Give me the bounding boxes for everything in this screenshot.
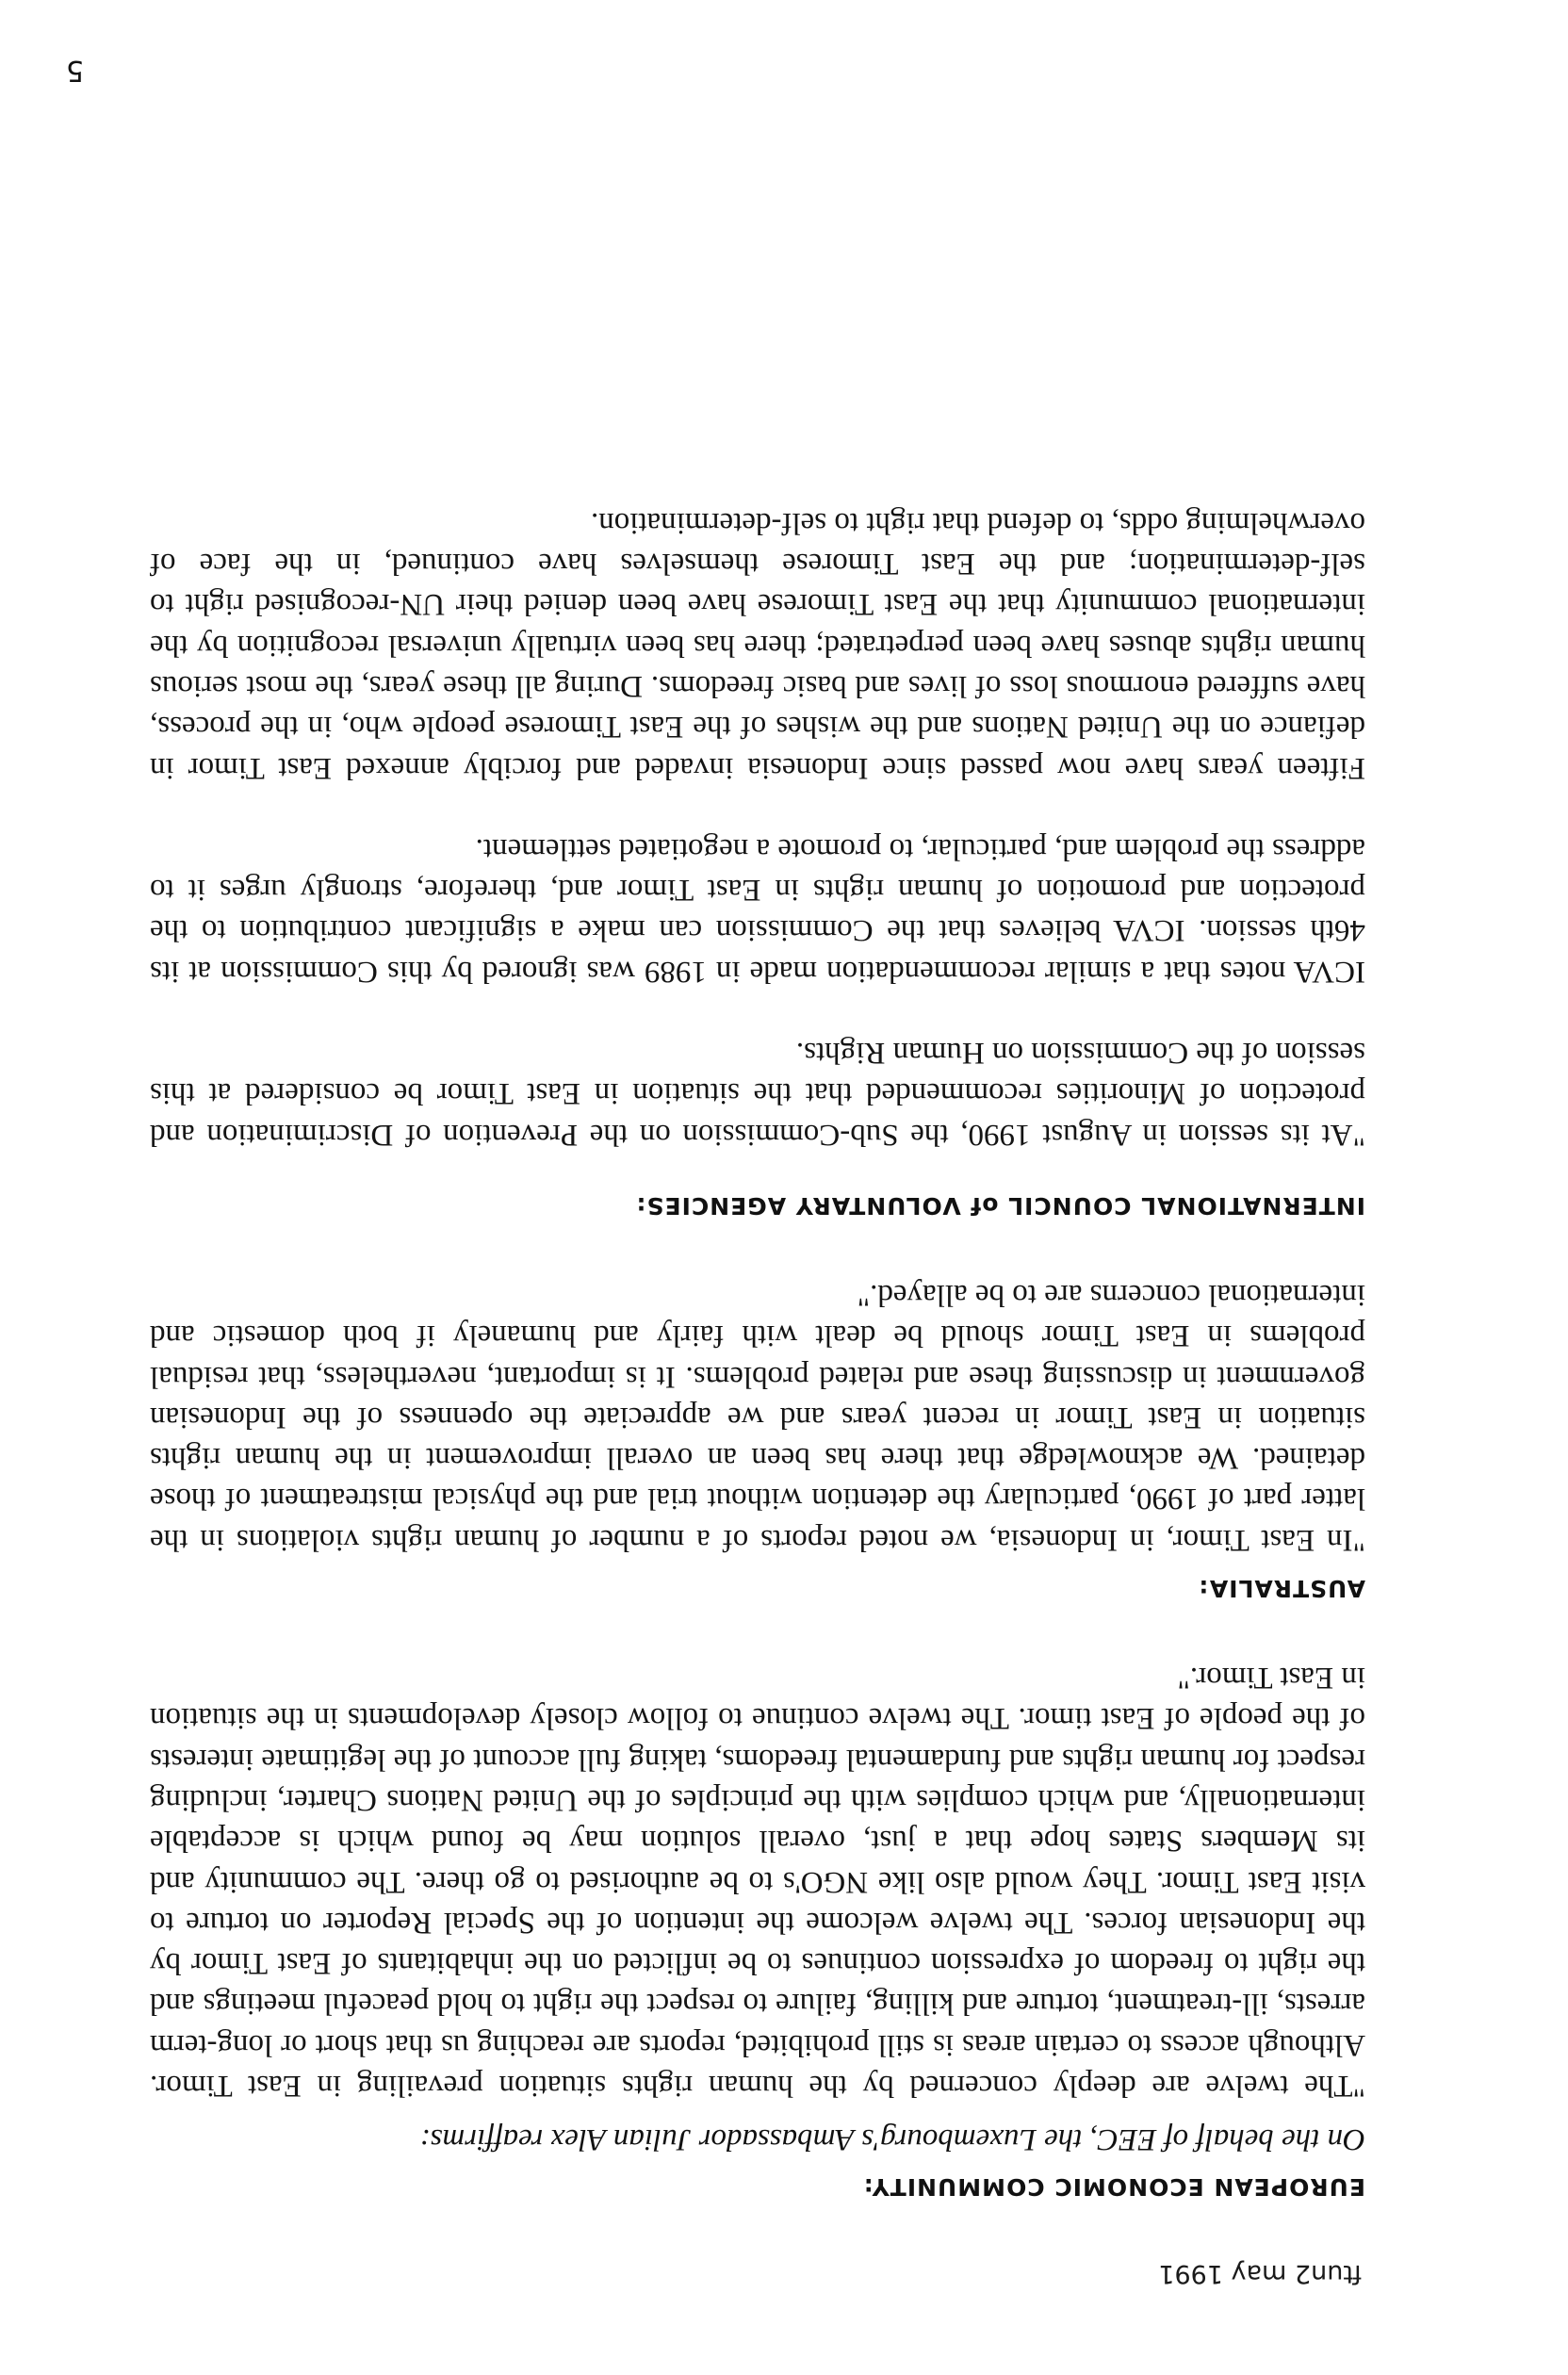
page-header: ftun2 may 1991	[1158, 2259, 1362, 2288]
page-content	[150, 502, 1365, 2289]
australia-statement: "In East Timor, in Indonesia, we noted reports of a number of human rights violations in the latter part of 1990, particulary the detention without trial and the physical mistreatment of those detained. We acknowledge that there has been an overall improvement in the human rights situation in East Timor in recent years and we appreciate the openness of the Indonesian government in discussing these and related problems. It is important, nevertheless, that residual problems in East Timor should be dealt with fairly and humanely if both domestic and international concerns are to be allayed."	[150, 1277, 1365, 1557]
icva-paragraph-3: Fifteen years have now passed since Indonesia invaded and forcibly annexed East Timor in defiance on the United Nations and the wishes of the East Timorese people who, in the process, have suffered enormous loss of lives and basic freedoms. During all these years, the most serious human rights abuses have been perpetrated; there has been virtually universal recognition by the international community that the East Timorese have been denied their UN-recognised right to self-determination; and the East Timorese themselves have continued, in the face of overwhelming odds, to defend that right to self-determination.	[150, 505, 1365, 785]
eec-statement: "The twelve are deeply concerned by the human rights situation prevailing in East Timor. Although access to certain areas is still prohibited, reports are reaching us that short or long-term arrests, ill-treatment, torture and killing, failure to respect the right to hold peaceful meetings and the right to freedom of expression continues to be inflicted on the inhabitants of East Timor by the Indonesian forces. The twelve welcome the intention of the Special Reporter on torture to visit East Timor. They would also like NGO's to be authorised to go there. The community and its Members States hope that a just, overall solution may be found which is acceptable internationally, and which complies with the principles of the United Nations Charter, including respect for human rights and fundamental freedoms, taking full account of the legitimate interests of the people of East timor. The twelve continue to follow closely developments in the situation in East Timor."	[150, 1661, 1365, 2103]
icva-paragraph-2: ICVA notes that a similar recommendation made in 1989 was ignored by this Commission at its 46th session. ICVA believes that the Commission can make a significant contribution to the protection and promotion of human rights in East Timor and, therefore, strongly urges it to address the problem and, particular, to promote a negotiated settlement.	[150, 831, 1365, 989]
page-number: 5	[65, 54, 84, 87]
section-heading-icva: INTERNATIONAL COUNCIL of VOLUNTARY AGENCIES:	[635, 1191, 1365, 1220]
section-heading-australia: AUSTRALIA:	[1198, 1574, 1365, 1602]
icva-paragraph-1: "At its session in August 1990, the Sub-Commission on the Prevention of Discrimination and protection of Minorities recommended that the situation in East Timor be considered at this session of the Commission on Human Rights.	[150, 1036, 1365, 1152]
section-heading-eec: EUROPEAN ECONOMIC COMMUNITY:	[862, 2173, 1365, 2201]
eec-intro-line: On the behalf of EEC, the Luxembourg's Ambassador Julian Alex reaffirms:	[419, 2122, 1365, 2156]
